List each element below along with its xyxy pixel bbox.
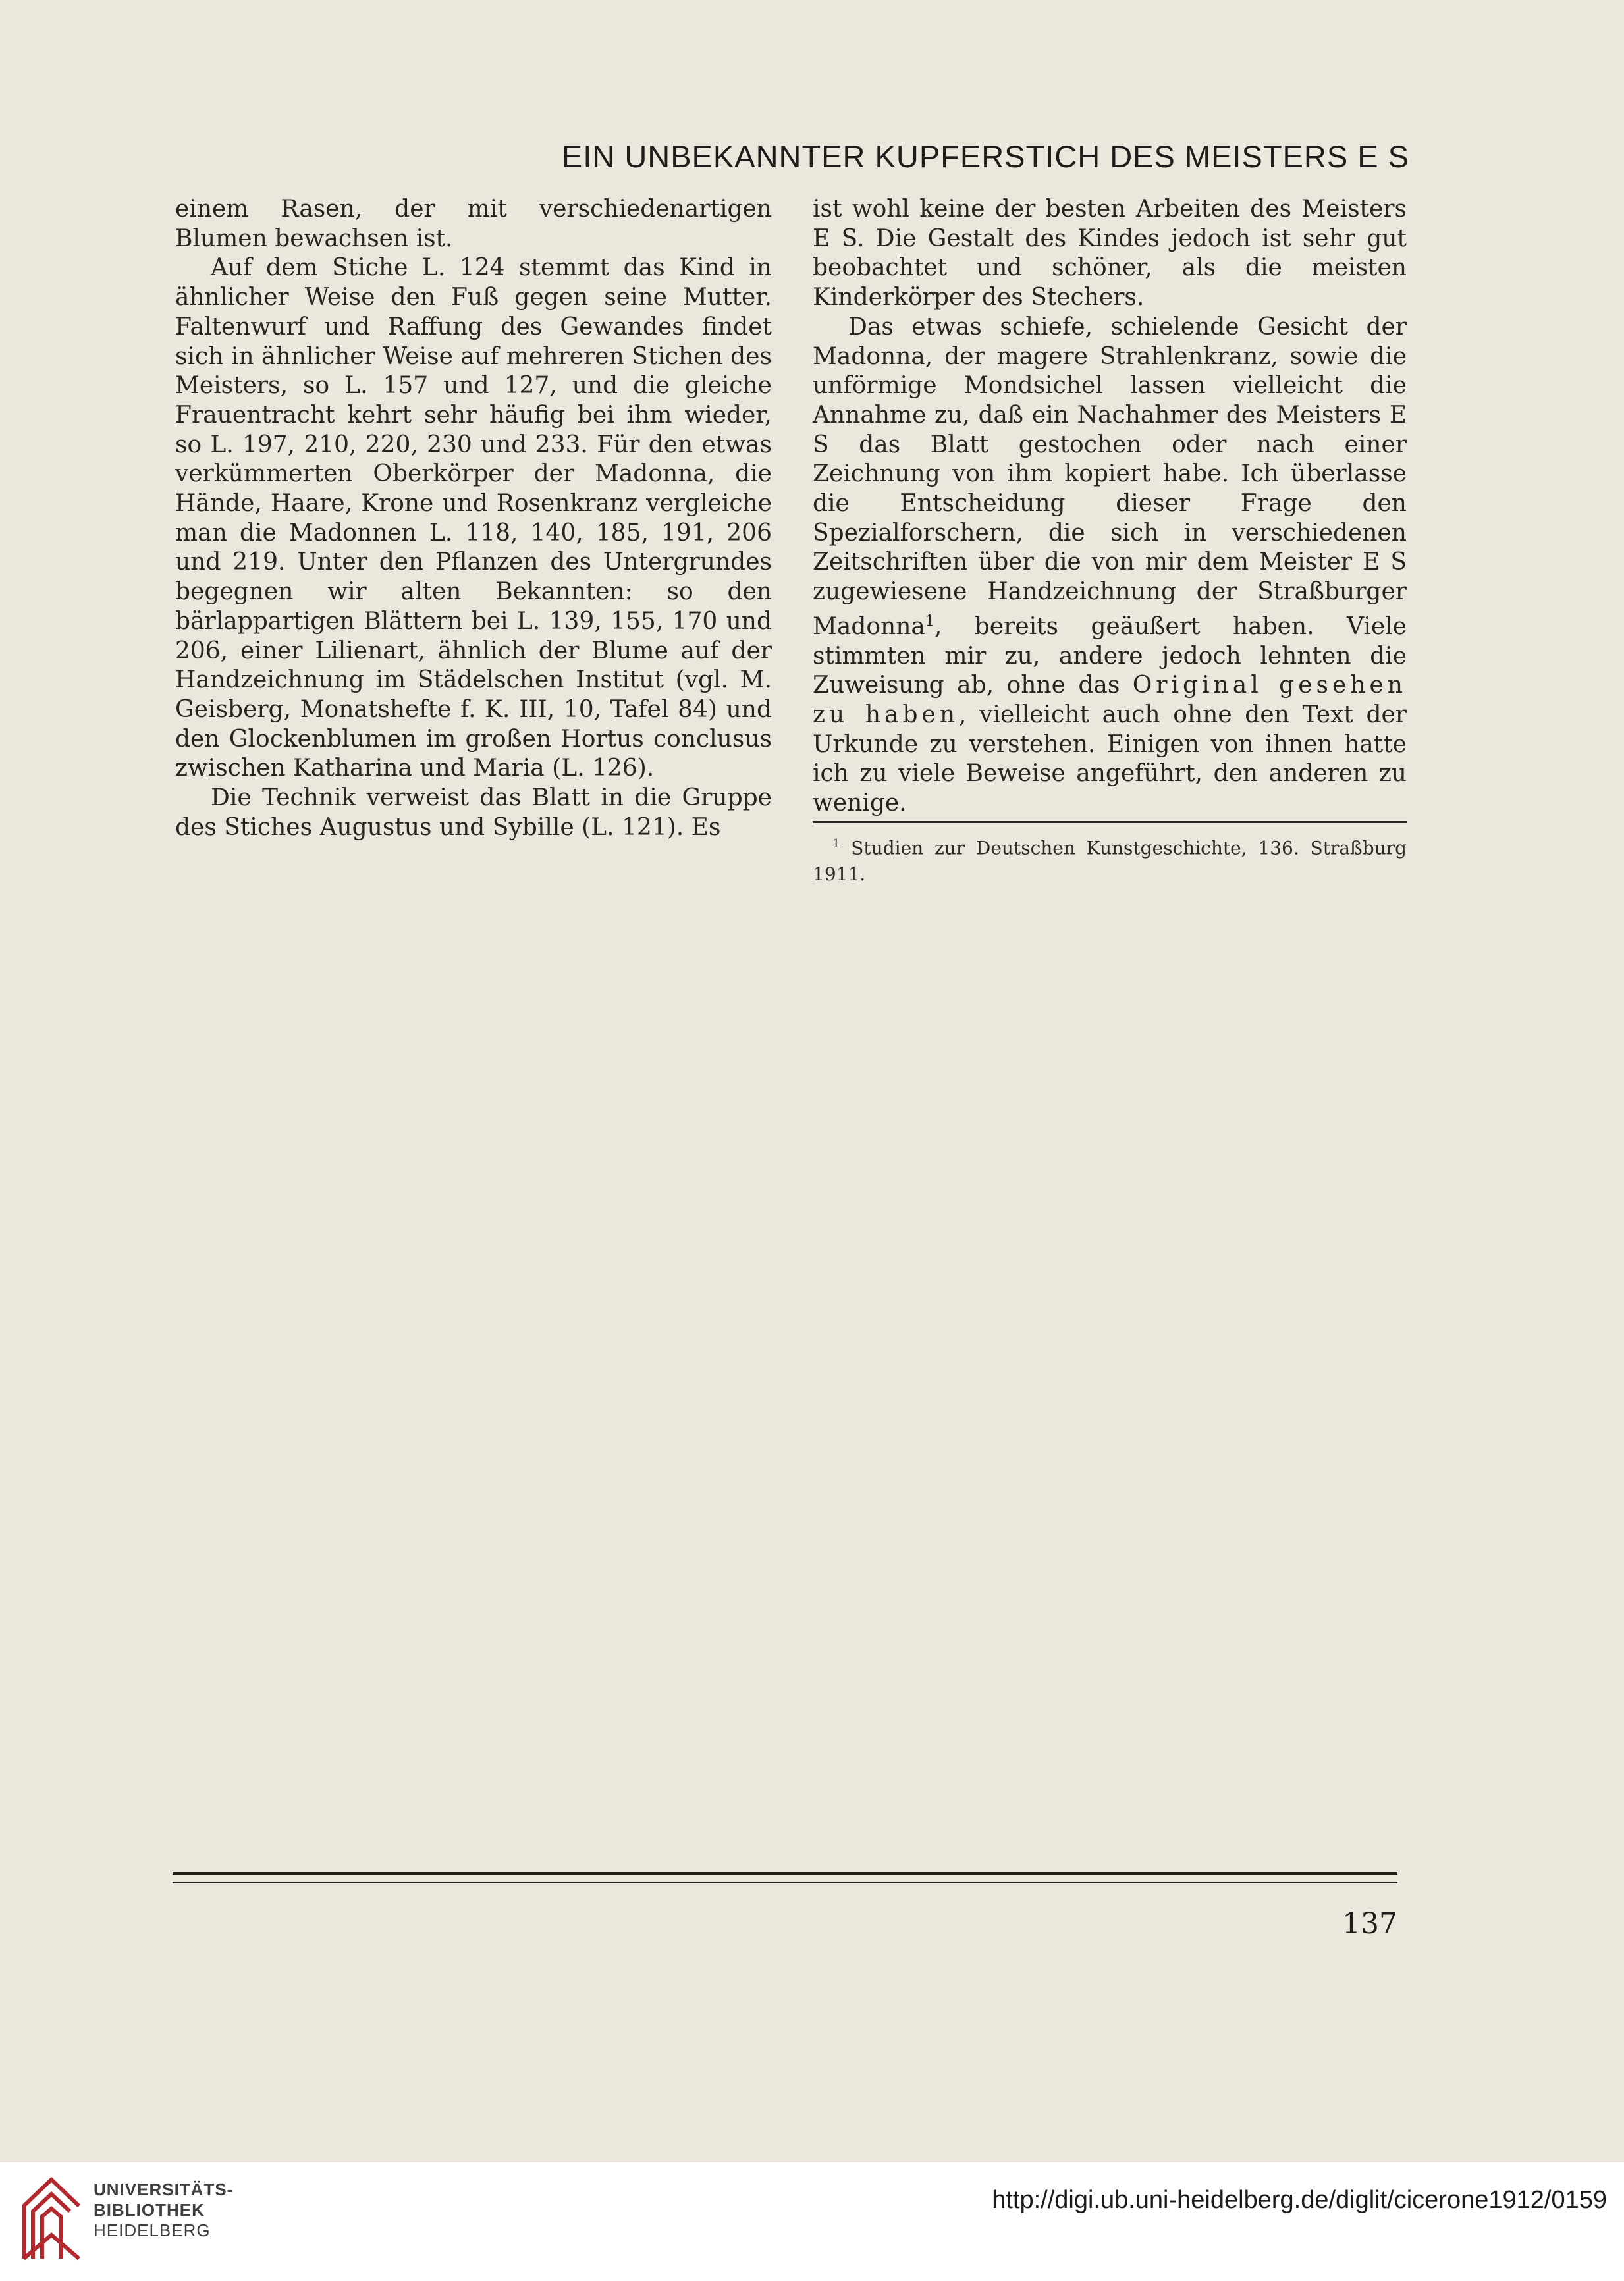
library-name-line: BIBLIOTHEK xyxy=(94,2200,205,2220)
footnote-divider xyxy=(813,821,1407,823)
footer-bar xyxy=(0,2162,1624,2281)
paragraph: einem Rasen, der mit verschiedenartigen Blumen bewachsen ist. xyxy=(175,196,772,252)
bottom-rule-thin xyxy=(173,1882,1397,1883)
paragraph-text: , vielleicht auch ohne den Text der Urkunde zu verstehen. Einigen von ihnen hatte ich zu viele Beweise angeführt, den anderen zu wenige. xyxy=(813,701,1407,817)
library-logo-icon xyxy=(18,2172,84,2264)
emphasized-text: Original gesehen zu haben xyxy=(813,672,1407,728)
left-text-column xyxy=(175,195,772,842)
footnote xyxy=(813,831,1407,888)
source-url-link[interactable]: http://digi.ub.uni-heidelberg.de/diglit/cicerone1912/0159 xyxy=(992,2186,1607,2214)
paragraph xyxy=(813,313,1407,818)
library-name-line: UNIVERSITÄTS- xyxy=(94,2180,234,2199)
library-name xyxy=(94,2180,233,2241)
bottom-rule-thick xyxy=(173,1872,1397,1875)
footnote-text: Studien zur Deutschen Kunstgeschichte, 136. Straßburg 1911. xyxy=(813,837,1407,886)
footnote-reference[interactable]: 1 xyxy=(925,612,934,630)
running-header: EIN UNBEKANNTER KUPFERSTICH DES MEISTERS E S xyxy=(561,139,1409,174)
library-name-line: HEIDELBERG xyxy=(94,2220,211,2240)
paragraph: Auf dem Stiche L. 124 stemmt das Kind in ähnlicher Weise den Fuß gegen seine Mutter. Faltenwurf und Raffung des Gewandes findet sich in ähnlicher Weise auf mehreren Stichen des Meisters, so L. 157 und 127, und die gleiche Frauentracht kehrt sehr häufig bei ihm wieder, so L. 197, 210, 220, 230 und 233. Für den etwas verkümmerten Oberkörper der Madonna, die Hände, Haare, Krone und Rosenkranz vergleiche man die Madonnen L. 118, 140, 185, 191, 206 und 219. Unter den Pflanzen des Untergrundes begegnen wir alten Bekannten: so den bärlappartigen Blättern bei L. 139, 155, 170 und 206, einer Lilienart, ähnlich der Blume auf der Handzeichnung im Städelschen Institut (vgl. M. Geisberg, Monatshefte f. K. III, 10, Tafel 84) und den Glockenblumen im großen Hortus conclusus zwischen Katharina und Maria (L. 126). xyxy=(175,254,772,782)
right-text-column xyxy=(813,195,1407,818)
paragraph: Die Technik verweist das Blatt in die Gruppe des Stiches Augustus und Sybille (L. 121). Es xyxy=(175,784,772,841)
page-number: 137 xyxy=(1342,1907,1397,1941)
paragraph-text: Das etwas schiefe, schielende Gesicht der Madonna, der magere Strahlenkranz, sowie die unförmige Mondsichel lassen vielleicht die Annahme zu, daß ein Nachahmer des Meisters E S das Blatt gestochen oder nach einer Zeichnung von ihm kopiert habe. Ich überlasse die Entscheidung dieser Frage den Spezialforschern, die sich in verschiedenen Zeitschriften über die von mir dem Meister E S zugewiesene Handzeichnung der Straßburger Madonna xyxy=(813,313,1407,640)
paragraph: ist wohl keine der besten Arbeiten des Meisters E S. Die Gestalt des Kindes jedoch ist sehr gut beobachtet und schöner, als die meisten Kinderkörper des Stechers. xyxy=(813,196,1407,311)
footnote-mark: 1 xyxy=(832,837,840,851)
paragraph-text: , bereits geäußert haben. Viele stimmten mir zu, andere jedoch lehnten die Zuweisung ab, ohne das xyxy=(813,612,1407,699)
